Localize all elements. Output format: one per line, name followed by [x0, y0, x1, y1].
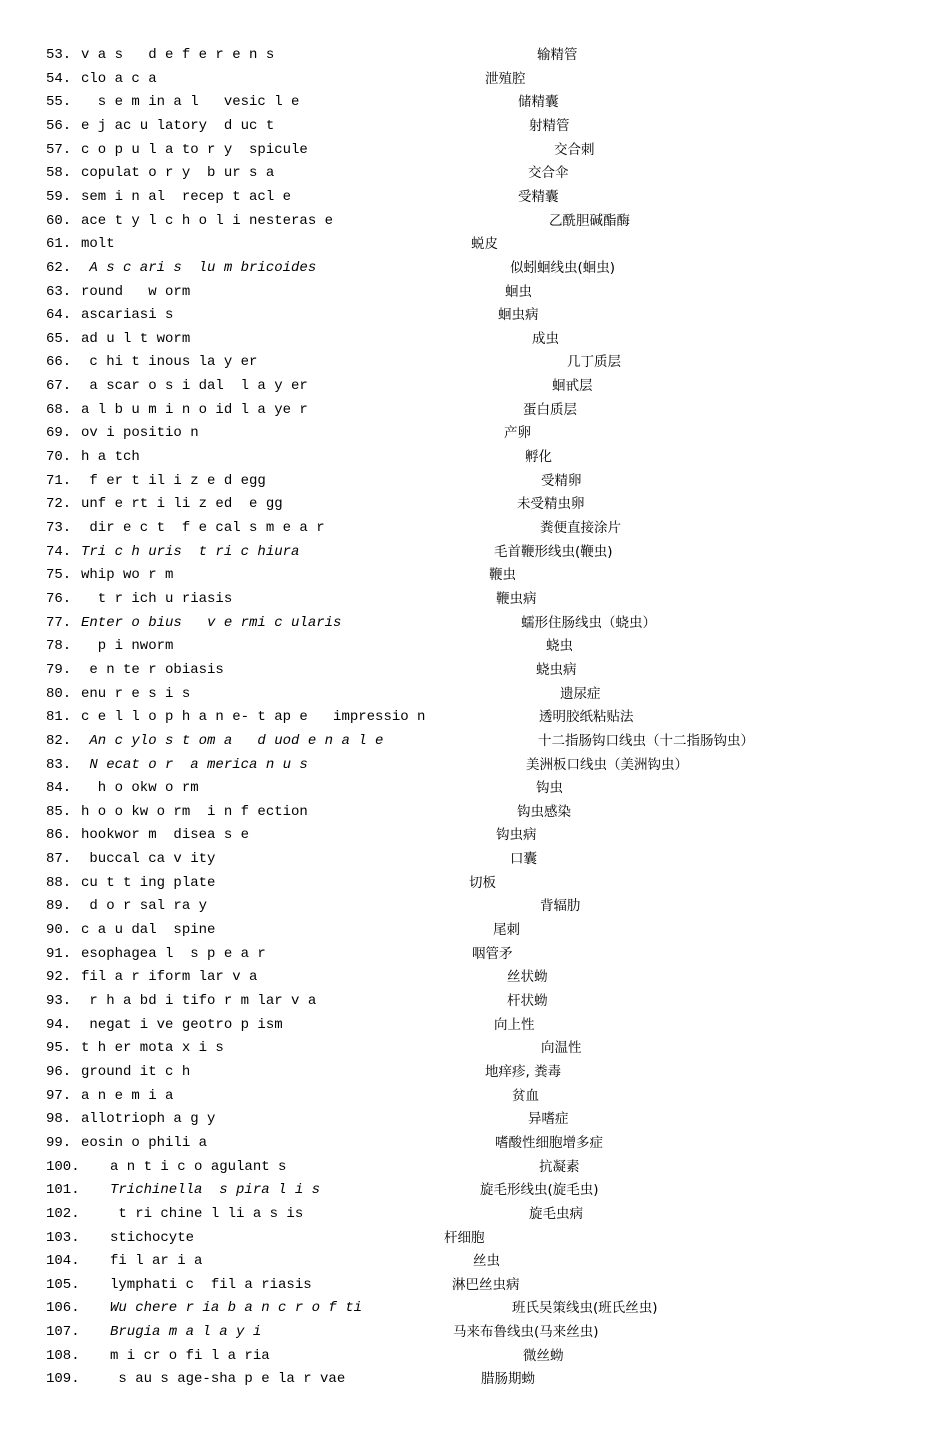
english-term: eosin o phili a — [81, 1134, 208, 1151]
chinese-term: 蠕形住肠线虫（蛲虫） — [521, 614, 656, 631]
entry-number: 88. — [46, 874, 72, 891]
english-term: c hi t inous la y er — [81, 354, 258, 371]
english-term: Enter o bius v e rmi c ularis — [81, 614, 342, 631]
entry-number: 81. — [46, 709, 72, 726]
glossary-entry — [0, 638, 950, 662]
glossary-entry — [0, 780, 950, 804]
entry-number: 90. — [46, 922, 72, 938]
entry-number: 106. — [46, 1300, 80, 1317]
english-term: h o o kw o rm i n f ection — [81, 803, 308, 820]
english-term: t ri chine l li a s is — [110, 1205, 304, 1222]
chinese-term: 微丝蚴 — [523, 1347, 564, 1364]
entry-number: 58. — [46, 165, 72, 182]
glossary-entry — [0, 733, 950, 757]
chinese-term: 粪便直接涂片 — [540, 520, 621, 536]
glossary-entry — [0, 615, 950, 639]
english-term: ace t y l c h o l i nesteras e — [81, 212, 334, 229]
english-term: Tri c h uris t ri c hiura — [81, 543, 300, 560]
glossary-entry — [0, 378, 950, 402]
glossary-entry — [0, 189, 950, 213]
chinese-term: 蛲虫病 — [536, 661, 577, 678]
glossary-entry — [0, 118, 950, 142]
english-term: a n t i c o agulant s — [110, 1158, 287, 1175]
glossary-entry — [0, 686, 950, 710]
english-term: t r ich u riasis — [81, 590, 233, 607]
chinese-term: 鞭虫 — [489, 567, 516, 584]
entry-number: 107. — [46, 1324, 80, 1341]
english-term: e n te r obiasis — [81, 661, 224, 678]
glossary-entry — [0, 1348, 950, 1372]
entry-number: 63. — [46, 283, 72, 300]
entry-number: 74. — [46, 543, 72, 560]
chinese-term: 杆状蚴 — [507, 993, 548, 1009]
english-term: dir e c t f e cal s m e a r — [81, 520, 325, 536]
glossary-entry — [0, 1111, 950, 1135]
english-term: m i cr o fi l a ria — [110, 1347, 270, 1364]
entry-number: 84. — [46, 780, 72, 797]
chinese-term: 蛋白质层 — [523, 401, 577, 418]
glossary-entry — [0, 567, 950, 591]
glossary-entry — [0, 709, 950, 733]
glossary-entry — [0, 969, 950, 993]
chinese-term: 蛔虫病 — [498, 307, 539, 324]
english-term: s e m in a l vesic l e — [81, 94, 300, 111]
glossary-entry — [0, 1017, 950, 1041]
glossary-entry — [0, 993, 950, 1017]
chinese-term: 班氏吴策线虫(班氏丝虫) — [512, 1300, 658, 1317]
english-term: enu r e s i s — [81, 685, 191, 702]
english-term: r h a bd i tifo r m lar v a — [81, 993, 317, 1009]
chinese-term: 似蚓蛔线虫(蛔虫) — [510, 259, 616, 276]
entry-number: 102. — [46, 1205, 80, 1222]
entry-number: 73. — [46, 520, 72, 536]
english-term: c o p u l a to r y spicule — [81, 141, 308, 158]
english-term: hookwor m disea s e — [81, 827, 250, 844]
entry-number: 78. — [46, 638, 72, 655]
entry-number: 103. — [46, 1229, 80, 1246]
english-term: f er t il i z e d egg — [81, 472, 266, 489]
chinese-term: 孵化 — [525, 449, 552, 465]
entry-number: 83. — [46, 756, 72, 773]
entry-number: 54. — [46, 70, 72, 87]
entry-number: 57. — [46, 141, 72, 158]
chinese-term: 马来布鲁线虫(马来丝虫) — [453, 1324, 599, 1341]
chinese-term: 尾刺 — [493, 922, 520, 938]
entry-number: 92. — [46, 969, 72, 986]
chinese-term: 杆细胞 — [444, 1229, 485, 1246]
entry-number: 77. — [46, 614, 72, 631]
glossary-entry — [0, 804, 950, 828]
english-term: N ecat o r a merica n u s — [81, 756, 308, 773]
glossary-entry — [0, 1040, 950, 1064]
chinese-term: 蛲虫 — [546, 638, 573, 655]
glossary-entry — [0, 354, 950, 378]
chinese-term: 嗜酸性细胞增多症 — [495, 1134, 603, 1151]
entry-number: 105. — [46, 1276, 80, 1293]
glossary-entry — [0, 875, 950, 899]
english-term: sem i n al recep t acl e — [81, 188, 292, 205]
english-term: Trichinella s pira l i s — [110, 1182, 321, 1199]
glossary-entry — [0, 496, 950, 520]
chinese-term: 旋毛虫病 — [529, 1205, 583, 1222]
english-term: clo a c a — [81, 70, 157, 87]
chinese-term: 咽管矛 — [472, 945, 513, 962]
chinese-term: 蛔虫 — [505, 283, 532, 300]
chinese-term: 地痒疹, 粪毒 — [485, 1063, 562, 1080]
chinese-term: 十二指肠钩口线虫（十二指肠钩虫） — [538, 732, 754, 749]
chinese-term: 输精管 — [537, 47, 578, 63]
entry-number: 53. — [46, 47, 72, 63]
chinese-term: 异嗜症 — [528, 1111, 569, 1128]
english-term: A s c ari s lu m bricoides — [81, 259, 317, 276]
glossary-entry — [0, 425, 950, 449]
chinese-term: 透明胶纸粘贴法 — [539, 709, 634, 726]
entry-number: 87. — [46, 851, 72, 868]
glossary-entry — [0, 1064, 950, 1088]
entry-number: 75. — [46, 567, 72, 584]
chinese-term: 受精卵 — [541, 472, 582, 489]
glossary-entry — [0, 591, 950, 615]
glossary-entry — [0, 1088, 950, 1112]
chinese-term: 几丁质层 — [567, 354, 621, 371]
chinese-term: 腊肠期蚴 — [481, 1371, 535, 1388]
chinese-term: 未受精虫卵 — [517, 496, 585, 513]
entry-number: 96. — [46, 1063, 72, 1080]
glossary-entry — [0, 1371, 950, 1395]
entry-number: 56. — [46, 117, 72, 134]
english-term: p i nworm — [81, 638, 174, 655]
entry-number: 64. — [46, 307, 72, 324]
entry-number: 71. — [46, 472, 72, 489]
entry-number: 61. — [46, 236, 72, 253]
english-term: e j ac u latory d uc t — [81, 117, 275, 134]
english-term: a scar o s i dal l a y er — [81, 378, 308, 395]
english-term: c e l l o p h a n e- t ap e impressio n — [81, 709, 426, 726]
entry-number: 101. — [46, 1182, 80, 1199]
english-term: unf e rt i li z ed e gg — [81, 496, 283, 513]
entry-number: 55. — [46, 94, 72, 111]
entry-number: 62. — [46, 259, 72, 276]
english-term: fil a r iform lar v a — [81, 969, 258, 986]
english-term: fi l ar i a — [110, 1253, 203, 1270]
glossary-entry — [0, 284, 950, 308]
glossary-entry — [0, 1182, 950, 1206]
english-term: buccal ca v ity — [81, 851, 216, 868]
glossary-entry — [0, 662, 950, 686]
entry-number: 89. — [46, 898, 72, 915]
chinese-term: 淋巴丝虫病 — [452, 1276, 520, 1293]
english-term: ad u l t worm — [81, 330, 191, 347]
chinese-term: 切板 — [469, 874, 496, 891]
entry-number: 69. — [46, 425, 72, 442]
chinese-term: 向温性 — [541, 1040, 582, 1057]
chinese-term: 遗尿症 — [560, 685, 601, 702]
entry-number: 85. — [46, 803, 72, 820]
english-term: cu t t ing plate — [81, 874, 216, 891]
english-term: s au s age-sha p e la r vae — [110, 1371, 346, 1388]
glossary-entry — [0, 402, 950, 426]
entry-number: 94. — [46, 1016, 72, 1033]
chinese-term: 泄殖腔 — [485, 70, 526, 87]
chinese-term: 背辐肋 — [540, 898, 581, 915]
english-term: c a u dal spine — [81, 922, 216, 938]
english-term: molt — [81, 236, 115, 253]
entry-number: 70. — [46, 449, 72, 465]
chinese-term: 成虫 — [532, 330, 559, 347]
chinese-term: 毛首鞭形线虫(鞭虫) — [494, 543, 613, 560]
chinese-term: 射精管 — [529, 117, 570, 134]
glossary-entry — [0, 1324, 950, 1348]
glossary-entry — [0, 473, 950, 497]
glossary-entry — [0, 260, 950, 284]
english-term: An c ylo s t om a d uod e n a l e — [81, 732, 384, 749]
glossary-entry — [0, 757, 950, 781]
glossary-entry — [0, 331, 950, 355]
entry-number: 108. — [46, 1347, 80, 1364]
entry-number: 65. — [46, 330, 72, 347]
english-term: lymphati c fil a riasis — [110, 1276, 312, 1293]
glossary-entry — [0, 1206, 950, 1230]
english-term: a n e m i a — [81, 1087, 174, 1104]
entry-number: 97. — [46, 1087, 72, 1104]
glossary-entry — [0, 1300, 950, 1324]
entry-number: 60. — [46, 212, 72, 229]
entry-number: 82. — [46, 732, 72, 749]
entry-number: 68. — [46, 401, 72, 418]
chinese-term: 储精囊 — [518, 94, 559, 111]
entry-number: 86. — [46, 827, 72, 844]
entry-number: 95. — [46, 1040, 72, 1057]
glossary-entry — [0, 1135, 950, 1159]
chinese-term: 口囊 — [510, 851, 537, 868]
glossary-entry — [0, 236, 950, 260]
glossary-entry — [0, 827, 950, 851]
chinese-term: 乙酰胆碱酯酶 — [549, 212, 630, 229]
glossary-entry — [0, 47, 950, 71]
chinese-term: 丝虫 — [473, 1253, 500, 1270]
english-term: ov i positio n — [81, 425, 199, 442]
entry-number: 91. — [46, 945, 72, 962]
english-term: esophagea l s p e a r — [81, 945, 266, 962]
chinese-term: 交合伞 — [528, 165, 569, 182]
english-term: ground it c h — [81, 1063, 191, 1080]
chinese-term: 钩虫感染 — [517, 803, 571, 820]
glossary-entry — [0, 851, 950, 875]
glossary-entry — [0, 544, 950, 568]
english-term: stichocyte — [110, 1229, 195, 1246]
english-term: v a s d e f e r e n s — [81, 47, 275, 63]
chinese-term: 交合刺 — [554, 141, 595, 158]
english-term: copulat o r y b ur s a — [81, 165, 275, 182]
glossary-entry — [0, 94, 950, 118]
glossary-entry — [0, 142, 950, 166]
entry-number: 72. — [46, 496, 72, 513]
glossary-entry — [0, 520, 950, 544]
chinese-term: 抗凝素 — [539, 1158, 580, 1175]
english-term: round w orm — [81, 283, 191, 300]
chinese-term: 向上性 — [494, 1016, 535, 1033]
chinese-term: 产卵 — [504, 425, 531, 442]
glossary-entry — [0, 449, 950, 473]
entry-number: 76. — [46, 590, 72, 607]
english-term: t h er mota x i s — [81, 1040, 224, 1057]
entry-number: 100. — [46, 1158, 80, 1175]
glossary-entry — [0, 1253, 950, 1277]
chinese-term: 蜕皮 — [471, 236, 498, 253]
english-term: allotrioph a g y — [81, 1111, 216, 1128]
glossary-entry — [0, 1159, 950, 1183]
english-term: negat i ve geotro p ism — [81, 1016, 283, 1033]
entry-number: 79. — [46, 661, 72, 678]
english-term: d o r sal ra y — [81, 898, 208, 915]
entry-number: 93. — [46, 993, 72, 1009]
glossary-entry — [0, 213, 950, 237]
chinese-term: 丝状蚴 — [507, 969, 548, 986]
english-term: a l b u m i n o id l a ye r — [81, 401, 308, 418]
english-term: h a tch — [81, 449, 140, 465]
glossary-entry — [0, 1230, 950, 1254]
entry-number: 66. — [46, 354, 72, 371]
glossary-entry — [0, 307, 950, 331]
english-term: Brugia m a l a y i — [110, 1324, 262, 1341]
chinese-term: 旋毛形线虫(旋毛虫) — [480, 1182, 599, 1199]
chinese-term: 鞭虫病 — [496, 590, 537, 607]
glossary-entry — [0, 898, 950, 922]
chinese-term: 蛔甙层 — [552, 378, 593, 395]
chinese-term: 受精囊 — [518, 188, 559, 205]
chinese-term: 美洲板口线虫（美洲钩虫） — [526, 756, 688, 773]
glossary-entry — [0, 165, 950, 189]
english-term: whip wo r m — [81, 567, 174, 584]
entry-number: 80. — [46, 685, 72, 702]
chinese-term: 钩虫病 — [496, 827, 537, 844]
english-term: ascariasi s — [81, 307, 174, 324]
english-term: h o okw o rm — [81, 780, 199, 797]
entry-number: 98. — [46, 1111, 72, 1128]
entry-number: 67. — [46, 378, 72, 395]
entry-number: 59. — [46, 188, 72, 205]
entry-number: 99. — [46, 1134, 72, 1151]
entry-number: 104. — [46, 1253, 80, 1270]
glossary-entry — [0, 71, 950, 95]
glossary-entry — [0, 1277, 950, 1301]
glossary-entry — [0, 946, 950, 970]
entry-number: 109. — [46, 1371, 80, 1388]
glossary-entry — [0, 922, 950, 946]
chinese-term: 钩虫 — [536, 780, 563, 797]
chinese-term: 贫血 — [512, 1087, 539, 1104]
english-term: Wu chere r ia b a n c r o f ti — [110, 1300, 363, 1317]
